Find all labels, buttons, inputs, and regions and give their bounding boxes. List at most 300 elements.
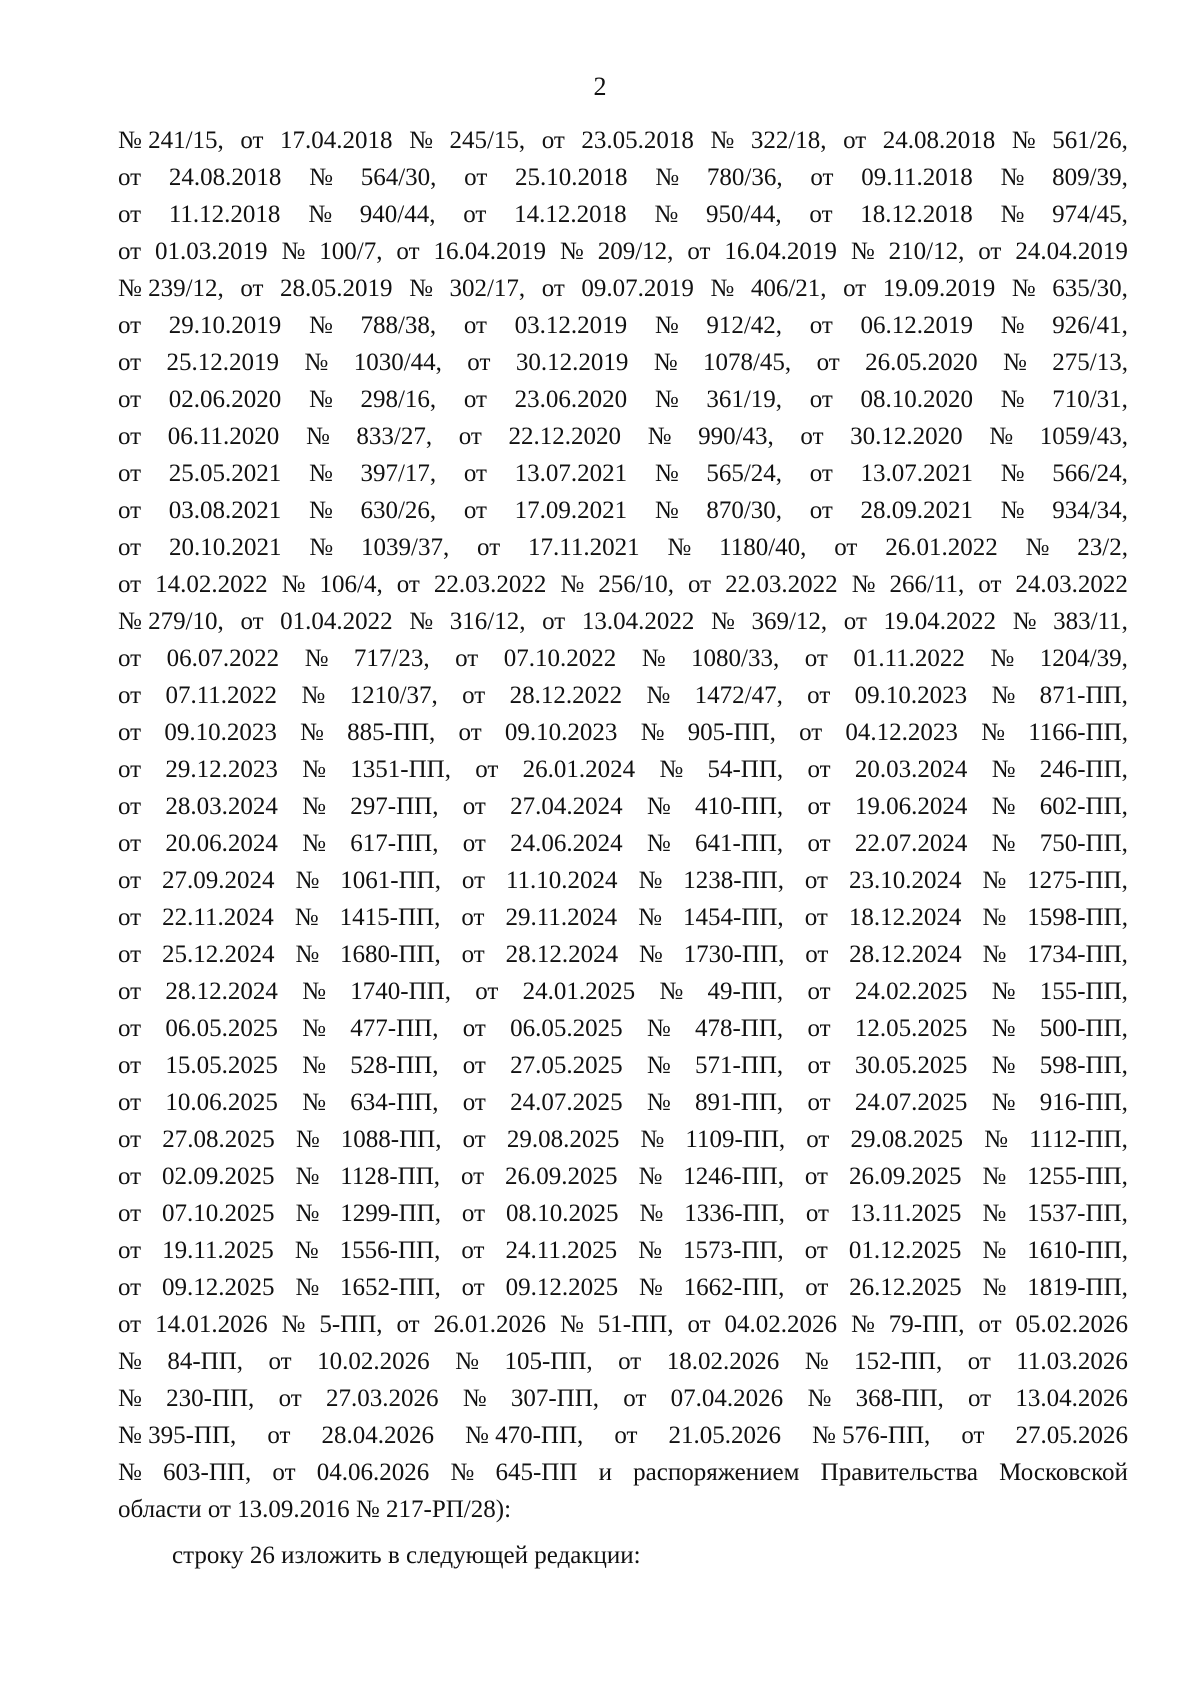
text-token: 885-ПП, (347, 719, 436, 746)
text-token: от (804, 1163, 828, 1190)
text-token: 17.09.2021 (514, 497, 628, 524)
text-token: 1415-ПП, (339, 904, 441, 931)
text-token: от (961, 1422, 985, 1449)
text-token: от (396, 571, 420, 598)
text-token: 27.03.2026 (325, 1385, 439, 1412)
text-token: № (641, 645, 666, 672)
text-token: 09.10.2023 (504, 719, 618, 746)
text-token: 79-ПП, (888, 1311, 965, 1338)
text-token: № (302, 1052, 326, 1079)
text-token: 13.07.2021 (514, 460, 628, 487)
text-line (118, 344, 1128, 381)
text-token: № 279/10, (118, 608, 224, 635)
amendment-list-paragraph (118, 122, 1128, 1528)
text-token: от (978, 1311, 1002, 1338)
text-token: 26.05.2020 (865, 349, 978, 376)
text-token: от (118, 941, 142, 968)
text-token: 1255-ПП, (1027, 1163, 1128, 1190)
text-line (118, 1417, 1128, 1454)
text-token: 10.06.2025 (165, 1089, 278, 1116)
text-token: 27.09.2024 (162, 867, 275, 894)
text-token: 905-ПП, (687, 719, 776, 746)
text-token: № (654, 201, 679, 228)
text-token: № (1025, 534, 1050, 561)
text-token: 24.08.2018 (168, 164, 282, 191)
text-token: от (462, 1052, 486, 1079)
text-line (118, 307, 1128, 344)
text-token: 990/43, (698, 423, 774, 450)
text-token: от (118, 904, 142, 931)
text-token: от (475, 978, 499, 1005)
text-line (118, 862, 1128, 899)
text-token: № (982, 1237, 1007, 1264)
text-token: от (118, 1089, 142, 1116)
text-token: № (300, 719, 324, 746)
text-token: от (804, 867, 828, 894)
text-token: области от 13.09.2016 № 217-РП/28): (118, 1496, 512, 1523)
text-token: № (638, 867, 663, 894)
text-token: 18.12.2018 (860, 201, 973, 228)
text-token: № (646, 1052, 671, 1079)
text-token: от (240, 608, 264, 635)
text-token: от (278, 1385, 302, 1412)
text-token: 22.11.2024 (162, 904, 274, 931)
text-token: от (118, 1274, 142, 1301)
text-token: 25.12.2019 (166, 349, 280, 376)
text-token: 04.12.2023 (845, 719, 958, 746)
text-token: от (462, 1089, 486, 1116)
text-token: 1180/40, (719, 534, 807, 561)
text-token: 1734-ПП, (1027, 941, 1128, 968)
text-token: от (118, 682, 142, 709)
text-token: от (118, 867, 142, 894)
text-token: 788/38, (360, 312, 437, 339)
text-token: 809/39, (1052, 164, 1128, 191)
text-token: № (409, 608, 434, 635)
text-token: от (542, 608, 566, 635)
text-token: от (118, 645, 142, 672)
text-token: № (659, 978, 684, 1005)
text-token: 912/42, (706, 312, 783, 339)
text-token: № (295, 1274, 320, 1301)
text-line (118, 529, 1128, 566)
text-token: от (475, 756, 499, 783)
text-token: № (1000, 386, 1025, 413)
text-token: 1238-ПП, (683, 867, 784, 894)
text-token: от (118, 1052, 142, 1079)
text-line (118, 1084, 1128, 1121)
text-token: № (409, 127, 433, 154)
text-token: 09.10.2023 (164, 719, 277, 746)
text-token: от (541, 127, 565, 154)
text-token: 51-ПП, (597, 1311, 674, 1338)
text-token: 916-ПП, (1039, 1089, 1128, 1116)
text-token: 634-ПП, (350, 1089, 439, 1116)
text-token: 210/12, (888, 238, 965, 265)
text-token: 09.11.2018 (861, 164, 973, 191)
text-token: 14.01.2026 (155, 1311, 268, 1338)
text-token: 04.06.2026 (316, 1459, 430, 1486)
text-token: 565/24, (706, 460, 783, 487)
text-token: от (118, 1015, 142, 1042)
text-token: 1109-ПП, (685, 1126, 786, 1153)
text-token: 13.04.2022 (581, 608, 695, 635)
text-token: 100/7, (319, 238, 383, 265)
text-token: от (272, 1459, 296, 1486)
text-token: 14.02.2022 (155, 571, 268, 598)
text-token: 297-ПП, (350, 793, 439, 820)
text-token: от (461, 1237, 485, 1264)
text-token: от (118, 1237, 142, 1264)
text-token: 22.03.2022 (433, 571, 547, 598)
text-token: № (982, 1163, 1007, 1190)
text-token: № (308, 201, 333, 228)
text-token: № (302, 978, 326, 1005)
text-token: № (984, 1126, 1008, 1153)
text-token: № (991, 756, 1016, 783)
text-token: 266/11, (889, 571, 965, 598)
text-token: № (659, 756, 684, 783)
text-token: 49-ПП, (707, 978, 784, 1005)
text-token: 1819-ПП, (1027, 1274, 1128, 1301)
text-token: 369/12, (751, 608, 828, 635)
text-token: № (982, 904, 1007, 931)
text-token: № 241/15, (118, 127, 224, 154)
text-token: 03.08.2021 (168, 497, 282, 524)
text-token: от (687, 238, 711, 265)
text-token: № (850, 1311, 875, 1338)
text-token: от (843, 275, 867, 302)
text-token: № (638, 1237, 662, 1264)
text-token: № (807, 1385, 832, 1412)
text-token: 410-ПП, (694, 793, 784, 820)
text-token: 1246-ПП, (683, 1163, 784, 1190)
text-token: 368-ПП, (855, 1385, 944, 1412)
text-token: 246-ПП, (1039, 756, 1128, 783)
text-token: 1680-ПП, (340, 941, 441, 968)
text-token: от (807, 978, 831, 1005)
text-line (118, 455, 1128, 492)
text-token: 209/12, (597, 238, 674, 265)
text-token: 307-ПП, (510, 1385, 600, 1412)
text-token: 641-ПП, (694, 830, 784, 857)
text-token: от (396, 1311, 420, 1338)
text-token: 477-ПП, (350, 1015, 439, 1042)
text-line (118, 492, 1128, 529)
text-token: № (302, 830, 326, 857)
text-token: 07.11.2022 (165, 682, 278, 709)
text-token: от (800, 423, 824, 450)
text-token: № (294, 1237, 319, 1264)
text-token: 478-ПП, (694, 1015, 784, 1042)
text-token: № (305, 423, 330, 450)
text-token: 09.10.2023 (854, 682, 968, 709)
text-token: 155-ПП, (1039, 978, 1128, 1005)
text-line (118, 196, 1128, 233)
text-token: № (653, 349, 678, 376)
text-token: 22.12.2020 (508, 423, 621, 450)
text-token: 23.10.2024 (848, 867, 962, 894)
text-line (118, 899, 1128, 936)
text-token: 25.12.2024 (161, 941, 275, 968)
text-token: от (804, 904, 828, 931)
text-token: от (463, 386, 487, 413)
text-token: 5-ПП, (319, 1311, 383, 1338)
text-token: 06.12.2019 (860, 312, 973, 339)
text-token: от (118, 1311, 142, 1338)
text-token: от (461, 1274, 485, 1301)
text-token: № (981, 719, 1005, 746)
text-token: № (991, 978, 1016, 1005)
text-token: 28.04.2026 (321, 1422, 434, 1449)
text-token: 27.08.2025 (162, 1126, 275, 1153)
text-token: 635/30, (1052, 275, 1128, 302)
text-token: 630/26, (360, 497, 437, 524)
text-token: 1652-ПП, (340, 1274, 441, 1301)
text-token: № (850, 238, 875, 265)
text-line (118, 603, 1128, 640)
text-token: от (118, 238, 142, 265)
text-token: от (843, 127, 867, 154)
text-token: от (807, 1089, 831, 1116)
text-token: от (807, 793, 831, 820)
text-token: от (463, 497, 487, 524)
text-token: от (118, 1126, 142, 1153)
text-token: 1204/39, (1039, 645, 1128, 672)
text-token: от (118, 830, 142, 857)
text-token: 29.12.2023 (165, 756, 278, 783)
text-token: 26.09.2025 (848, 1163, 962, 1190)
text-token: 28.12.2022 (509, 682, 623, 709)
text-token: № (281, 571, 306, 598)
text-token: 27.05.2025 (510, 1052, 623, 1079)
text-token: 871-ПП, (1039, 682, 1128, 709)
text-token: от (809, 460, 833, 487)
text-token: от (799, 719, 823, 746)
text-token: 18.12.2024 (848, 904, 962, 931)
text-token: № (281, 238, 306, 265)
text-token: № (991, 793, 1016, 820)
text-token: 710/31, (1052, 386, 1128, 413)
text-token: от (461, 1200, 486, 1227)
text-token: 28.12.2024 (165, 978, 278, 1005)
text-token: № (710, 127, 735, 154)
text-token: № (646, 793, 671, 820)
text-token: № (982, 1274, 1007, 1301)
text-token: № (1000, 312, 1025, 339)
text-token: 27.04.2024 (510, 793, 623, 820)
text-token: 152-ПП, (854, 1348, 943, 1375)
text-token: 571-ПП, (694, 1052, 784, 1079)
text-token: 26.01.2026 (433, 1311, 547, 1338)
text-token: № (646, 1015, 671, 1042)
text-token: 617-ПП, (350, 830, 439, 857)
text-token: № 470-ПП, (465, 1422, 584, 1449)
text-token: 230-ПП, (166, 1385, 255, 1412)
text-token: от (240, 127, 264, 154)
text-token: № (1000, 164, 1025, 191)
text-token: № (654, 497, 679, 524)
text-line (118, 1121, 1128, 1158)
text-line (118, 1343, 1128, 1380)
text-token: 26.12.2025 (849, 1274, 962, 1301)
text-token: 01.03.2019 (155, 238, 268, 265)
text-token: 316/12, (449, 608, 526, 635)
text-token: 09.12.2025 (161, 1274, 275, 1301)
text-token: 29.08.2025 (506, 1126, 620, 1153)
text-token: 17.04.2018 (280, 127, 393, 154)
text-token: от (118, 349, 142, 376)
text-token: 22.07.2024 (854, 830, 968, 857)
text-token: 10.02.2026 (317, 1348, 430, 1375)
text-token: 105-ПП, (504, 1348, 593, 1375)
text-token: распоряжением (633, 1459, 800, 1486)
text-line (118, 566, 1128, 603)
text-token: № (409, 275, 433, 302)
text-token: 397/17, (360, 460, 437, 487)
text-token: от (810, 164, 834, 191)
text-token: № (991, 830, 1016, 857)
text-token: № (638, 904, 662, 931)
text-token: 03.12.2019 (514, 312, 628, 339)
text-token: 256/10, (598, 571, 674, 598)
text-line (118, 640, 1128, 677)
text-token: от (805, 1200, 829, 1227)
text-token: 1336-ПП, (684, 1200, 785, 1227)
text-token: от (458, 719, 482, 746)
text-token: № (1000, 460, 1025, 487)
text-token: № (308, 497, 333, 524)
text-token: № (302, 793, 326, 820)
text-token: 950/44, (705, 201, 782, 228)
text-token: от (268, 1348, 292, 1375)
text-token: № 576-ПП, (812, 1422, 931, 1449)
text-token: № (1012, 608, 1037, 635)
text-token: и (598, 1459, 612, 1486)
text-token: 1351-ПП, (350, 756, 451, 783)
text-token: № (281, 1311, 306, 1338)
text-token: от (460, 1163, 485, 1190)
text-token: 1078/45, (702, 349, 792, 376)
text-token: 1275-ПП, (1027, 867, 1128, 894)
text-token: № (1011, 275, 1036, 302)
text-token: 1730-ПП, (683, 941, 785, 968)
text-token: 645-ПП (495, 1459, 578, 1486)
text-token: 361/19, (706, 386, 783, 413)
text-token: 14.12.2018 (514, 201, 627, 228)
text-token: 13.11.2025 (849, 1200, 962, 1227)
text-token: № (638, 1163, 663, 1190)
text-token: от (806, 1126, 830, 1153)
text-token: 22.03.2022 (725, 571, 838, 598)
text-token: 1088-ПП, (340, 1126, 442, 1153)
text-token: от (805, 1274, 829, 1301)
text-token: № (301, 682, 326, 709)
text-token: № 395-ПП, (118, 1422, 237, 1449)
text-line (118, 1380, 1128, 1417)
text-token: 28.12.2024 (849, 941, 962, 968)
text-token: 20.06.2024 (165, 830, 278, 857)
text-token: 1112-ПП, (1029, 1126, 1128, 1153)
text-token: № (654, 460, 679, 487)
text-token: 934/34, (1052, 497, 1128, 524)
text-token: № (710, 275, 735, 302)
text-token: 1740-ПП, (350, 978, 451, 1005)
text-token: от (463, 312, 487, 339)
text-token: от (118, 164, 142, 191)
text-token: от (118, 386, 142, 413)
text-line (118, 233, 1128, 270)
text-line (118, 936, 1128, 973)
text-token: № (990, 645, 1015, 672)
text-token: 602-ПП, (1039, 793, 1128, 820)
text-token: от (118, 312, 142, 339)
text-token: 28.12.2024 (505, 941, 619, 968)
text-token: 17.11.2021 (528, 534, 640, 561)
text-token: от (968, 1385, 992, 1412)
text-token: 02.09.2025 (162, 1163, 275, 1190)
text-token: 08.10.2020 (860, 386, 973, 413)
text-token: от (118, 460, 142, 487)
text-token: № (304, 349, 329, 376)
text-token: № (1003, 349, 1027, 376)
text-token: от (807, 1052, 831, 1079)
text-token: 561/26, (1052, 127, 1128, 154)
text-line (118, 1010, 1128, 1047)
text-token: от (462, 793, 486, 820)
text-token: № (982, 941, 1007, 968)
text-token: 18.02.2026 (666, 1348, 780, 1375)
text-token: 23.06.2020 (514, 386, 628, 413)
text-token: от (455, 645, 479, 672)
text-token: 891-ПП, (694, 1089, 784, 1116)
text-token: от (807, 682, 831, 709)
text-token: 598-ПП, (1039, 1052, 1128, 1079)
text-token: № (989, 423, 1014, 450)
text-token: 383/11, (1053, 608, 1128, 635)
text-token: от (809, 201, 833, 228)
text-token: от (967, 1348, 991, 1375)
text-token: № (450, 1459, 475, 1486)
text-token: 28.05.2019 (280, 275, 393, 302)
text-token: 1128-ПП, (340, 1163, 441, 1190)
text-token: № (654, 312, 679, 339)
text-token: от (805, 941, 829, 968)
text-token: 603-ПП, (163, 1459, 252, 1486)
text-line (118, 1454, 1128, 1491)
text-token: Правительства (820, 1459, 978, 1486)
text-token: № (991, 1089, 1016, 1116)
text-token: 833/27, (356, 423, 433, 450)
text-token: от (804, 1237, 828, 1264)
text-token: № (991, 1015, 1016, 1042)
text-token: № (982, 1200, 1007, 1227)
text-token: № (308, 386, 333, 413)
text-token: № (1011, 127, 1036, 154)
text-token: от (118, 1163, 142, 1190)
text-token: от (477, 534, 501, 561)
text-token: от (807, 1015, 831, 1042)
text-token: от (118, 756, 142, 783)
text-line (118, 751, 1128, 788)
text-token: 16.04.2019 (724, 238, 837, 265)
text-token: от (978, 238, 1002, 265)
text-token: 08.10.2025 (505, 1200, 619, 1227)
text-token: 11.03.2026 (1016, 1348, 1128, 1375)
text-token: 29.11.2024 (505, 904, 618, 931)
text-token: 21.05.2026 (668, 1422, 781, 1449)
text-token: 30.12.2019 (515, 349, 629, 376)
